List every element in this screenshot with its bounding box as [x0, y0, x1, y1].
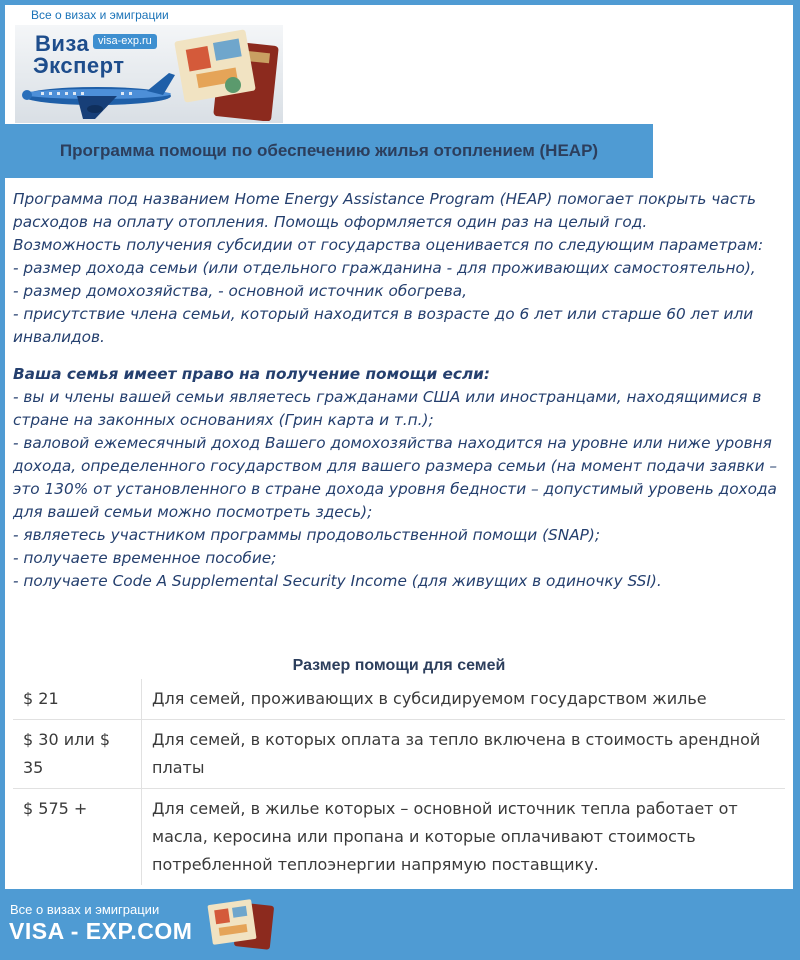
table-row — [13, 679, 785, 720]
table-row — [13, 789, 785, 886]
eligibility-item: - валовой ежемесячный доход Вашего домохозяйства находится на уровне или ниже уровня дохода, определенного государством для вашего размера семьи (на момент подачи заявки – это 130% от установленного в стране дохода уровня бедности – допустимый уровень дохода для вашей семьи можно посмотреть здесь); — [13, 434, 778, 521]
title-band — [5, 124, 653, 178]
airplane-icon — [17, 69, 177, 121]
spacer — [13, 349, 785, 363]
passports-icon — [173, 29, 281, 121]
table-caption: Размер помощи для семей — [292, 657, 506, 674]
description-cell: Для семей, в которых оплата за тепло включена в стоимость арендной платы — [142, 720, 786, 789]
aid-amount-table — [13, 679, 785, 885]
page-title: Программа помощи по обеспечению жилья отоплением (HEAP) — [59, 141, 599, 160]
brand-line-1: Виза — [35, 31, 90, 56]
footer-site-link[interactable]: VISA - EXP.COM — [9, 918, 193, 944]
eligibility-item: - вы и члены вашей семьи являетесь гражданами США или иностранцами, находящимися в стране на законных основаниях (Грин карта и т.п.); — [13, 388, 762, 429]
description-cell: Для семей, проживающих в субсидируемом государством жилье — [152, 689, 707, 708]
amount-cell: $ 30 или $ 35 — [13, 720, 142, 789]
passport-book-icon — [206, 898, 278, 950]
site-logo[interactable] — [15, 25, 283, 123]
eligibility-item: - получаете Code A Supplemental Security Income (для живущих в одиночку SSI). — [13, 572, 662, 590]
intro-list-item: - размер дохода семьи (или отдельного гражданина - для проживающих самостоятельно), — [13, 259, 756, 277]
table-row — [13, 720, 785, 789]
brand-line-2: Эксперт — [33, 53, 125, 78]
amount-cell: $ 575 + — [13, 789, 142, 886]
intro-paragraph: Программа под названием Home Energy Assistance Program (HEAP) помогает покрыть часть расходов на оплату отопления. Помощь оформляется один раз на целый год. — [13, 190, 756, 231]
eligibility-item: - являетесь участником программы продовольственной помощи (SNAP); — [13, 526, 601, 544]
site-badge: visa-exp.ru — [93, 34, 157, 49]
intro-list-item: - присутствие члена семьи, который находится в возрасте до 6 лет или старше 60 лет или инвалидов. — [13, 305, 754, 346]
eligibility-heading: Ваша семья имеет право на получение помощи если: — [13, 365, 491, 383]
eligibility-item: - получаете временное пособие; — [13, 549, 277, 567]
description-cell: Для семей, в жилье которых – основной источник тепла работает от масла, керосина или пропана и которые оплачивают стоимость потребленной теплоэнергии напрямую поставщику. — [142, 789, 786, 886]
content-card — [5, 5, 793, 889]
header-tagline: Все о визах и эмиграции — [31, 8, 169, 22]
intro-list-item: - размер домохозяйства, - основной источник обогрева, — [13, 282, 468, 300]
amount-cell: $ 21 — [13, 679, 142, 720]
article-body — [13, 188, 785, 593]
footer-tagline: Все о визах и эмиграции — [10, 902, 160, 917]
intro-paragraph: Возможность получения субсидии от государства оценивается по следующим параметрам: — [13, 236, 764, 254]
